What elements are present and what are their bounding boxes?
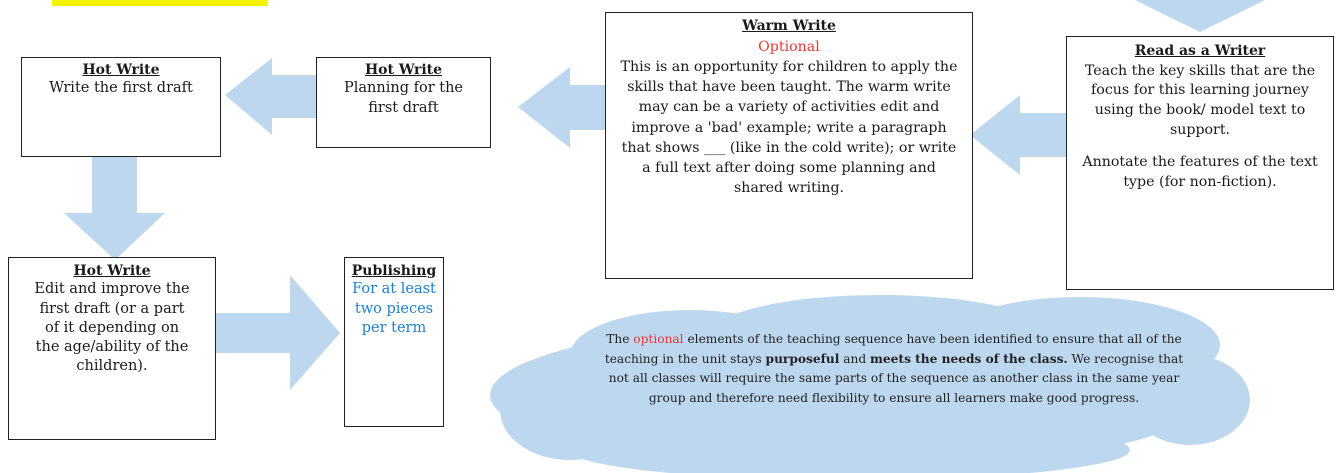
box-body: This is an opportunity for children to apply the skills that have been taught. The warm write may can be a variety of activities edit and improve a 'bad' example; write a paragraph that shows ___ (like in the cold write); or write a full text after doing some planning and shared writing. — [620, 59, 958, 196]
cloud-optional-word: optional — [633, 332, 684, 346]
cloud-text-part: elements of the teaching sequence have been identified to ensure that all of the teaching in the unit stays — [604, 332, 1182, 366]
cloud-bold-purposeful: purposeful — [765, 351, 840, 366]
arrow-left-into-warm-write — [970, 95, 1066, 175]
cloud-text-part: We recognise that not all classes will require the same parts of the sequence as another class in the same year group and therefore need flexibility to ensure all learners make good progress. — [608, 351, 1184, 405]
publishing-box — [344, 257, 444, 427]
arrow-left-into-draft — [225, 58, 316, 135]
optional-label: Optional — [758, 38, 820, 55]
box-body-annotate: Annotate the features of the text type (for non-fiction). — [1082, 154, 1318, 190]
box-title: Hot Write — [82, 62, 160, 78]
arrow-left-into-planning — [518, 67, 605, 148]
arrow-down-top-right — [1135, 0, 1265, 32]
cloud-text-part: and — [839, 351, 871, 366]
arrow-right-to-publishing — [216, 275, 340, 390]
cloud-note — [596, 330, 1192, 408]
arrow-down-to-edit — [64, 157, 165, 260]
box-body-skills: Teach the key skills that are the focus for this learning journey using the book/ model text to support. — [1084, 62, 1316, 139]
box-title: Warm Write — [742, 18, 836, 34]
box-title: Hot Write — [73, 263, 151, 279]
hot-write-draft-box — [21, 57, 221, 157]
cloud-bold-needs: meets the needs of the class. — [870, 351, 1068, 366]
warm-write-box — [605, 12, 973, 279]
box-body: For at least two pieces per term — [352, 281, 436, 336]
box-body: Planning for the first draft — [344, 80, 463, 116]
box-title: Publishing — [351, 263, 437, 279]
box-body: Write the first draft — [49, 80, 193, 97]
hot-write-planning-box — [316, 57, 491, 148]
box-body: Edit and improve the first draft (or a part of it depending on the age/ability of the children). — [34, 281, 190, 374]
box-title: Read as a Writer — [1134, 43, 1266, 59]
box-title: Hot Write — [364, 62, 443, 78]
hot-write-edit-box — [8, 257, 216, 440]
cloud-text-part: The — [606, 332, 634, 346]
read-as-writer-box — [1066, 36, 1334, 290]
